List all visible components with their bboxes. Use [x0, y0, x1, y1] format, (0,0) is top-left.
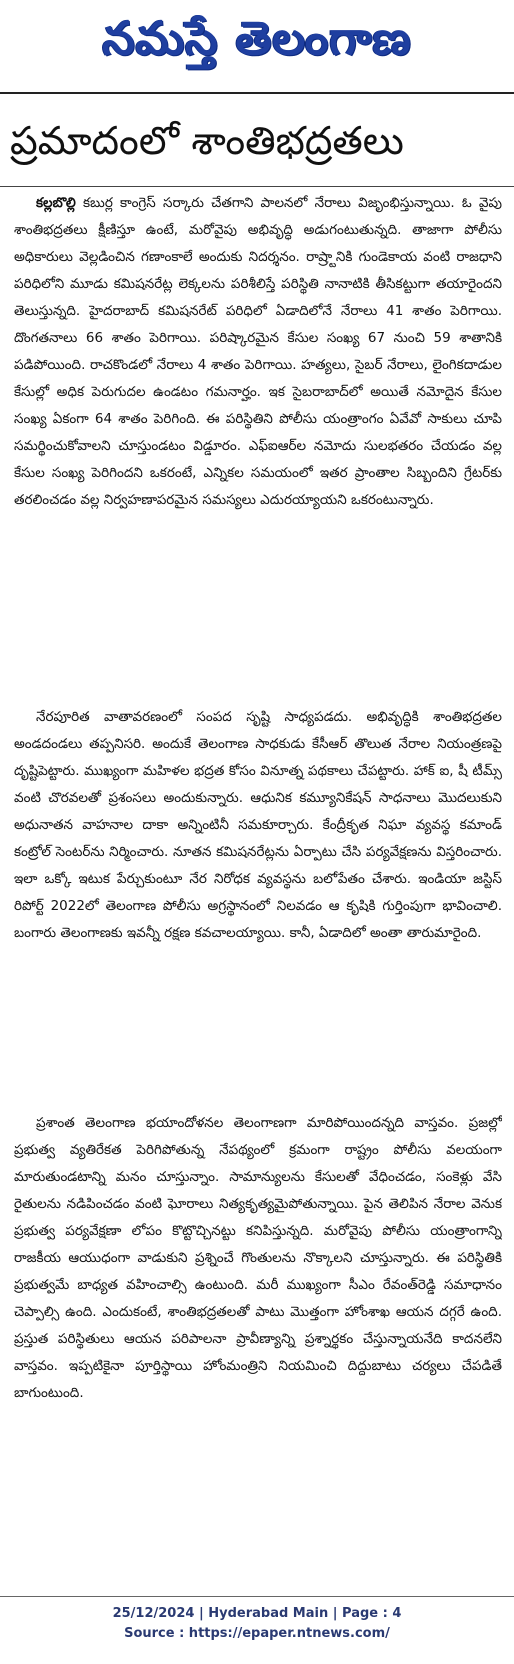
newspaper-masthead	[50, 4, 464, 84]
editorial-headline: ప్రమాదంలో శాంతిభద్రతలు	[10, 119, 404, 164]
masthead-divider	[0, 92, 514, 94]
paragraph-1-text: కబుర్ల కాంగ్రెస్ సర్కారు చేతగాని పాలనలో నేరాలు విజృంభిస్తున్నాయి. ఓ వైపు శాంతిభద్రతలు క్షీణిస్తూ ఉంటే, మరోవైపు అభివృద్ధి అడుగంటుతున్నది. తాజాగా పోలీసు అధికారులు వెల్లడించిన గణాంకాలే అందుకు నిదర్శనం. రాష్ర్టానికి గుండెకాయ వంటి రాజధాని పరిధిలోని మూడు కమిషనరేట్ల లెక్కలను పరిశీలిస్తే పరిస్థితి నానాటికి తీసికట్టుగా తయారైందని తెలుస్తున్నది. హైదరాబాద్ కమిషనరేట్ పరిధిలో ఏడాదిలోనే నేరాలు 41 శాతం పెరిగాయి. దొంగతనాలు 66 శాతం పెరిగాయి. పరిష్కారమైన కేసుల సంఖ్య 67 నుంచి 59 శాతానికి పడిపోయింది. రాచకొండలో నేరాలు 4 శాతం పెరిగాయి. హత్యలు, సైబర్ నేరాలు, లైంగికదాడుల కేసుల్లో అధిక పెరుగుదల ఉండటం గమనార్హం. ఇక సైబరాబాద్‌లో అయితే నమోదైన కేసుల సంఖ్య ఏకంగా 64 శాతం పెరిగింది. ఈ పరిస్థితిని పోలీసు యంత్రాంగం ఏవేవో సాకులు చూపి సమర్థించుకోవాలని చూస్తుండటం విడ్డూరం. ఎఫ్ఐఆర్‌ల నమోదు సులభతరం చేయడం వల్ల కేసుల సంఖ్య పెరిగిందని ఒకరంటే, ఎన్నికల సమయంలో ఇతర ప్రాంతాల సిబ్బందిని గ్రేటర్‌కు తరలించడం వల్ల నిర్వహణాపరమైన సమస్యలు ఎదురయ్యాయని ఒకరంటున్నారు.	[14, 195, 502, 508]
paragraph-2: నేరపూరిత వాతావరణంలో సంపద సృష్టి సాధ్యపడదు. అభివృద్ధికి శాంతిభద్రతల అండదండలు తప్పనిసరి. అందుకే తెలంగాణ సాధకుడు కేసీఆర్ తొలుత నేరాల నియంత్రణపై దృష్టిపెట్టారు. ముఖ్యంగా మహిళల భద్రత కోసం వినూత్న పథకాలు చేపట్టారు. హాక్ ఐ, షీ టీమ్స్ వంటి చొరవలతో ప్రశంసలు అందుకున్నారు. ఆధునిక కమ్యూనికేషన్ సాధనాలు మొదలుకుని అధునాతన వాహనాల దాకా అన్నింటినీ సమకూర్చారు. కేంద్రీకృత నిఘా వ్యవస్థ కమాండ్ కంట్రోల్ సెంటర్‌ను నిర్మించారు. నూతన కమిషనరేట్లను ఏర్పాటు చేసి పర్యవేక్షణను విస్తరించారు. ఇలా ఒక్కో ఇటుక పేర్చుకుంటూ నేర నిరోధక వ్యవస్థను బలోపేతం చేశారు. ఇండియా జస్టిస్ రిపోర్ట్ 2022లో తెలంగాణ పోలీసు అగ్రస్థానంలో నిలవడం ఆ కృషికి గుర్తింపుగా భావించాలి. బంగారు తెలంగాణకు ఇవన్నీ రక్షణ కవచాలయ్యాయి. కానీ, ఏడాదిలో అంతా తారుమారైంది.	[14, 709, 502, 941]
source-footer	[0, 1604, 514, 1644]
masthead-title: నమస్తే తెలంగాణ	[102, 11, 412, 65]
editorial-body	[14, 190, 502, 1488]
paragraph-1	[14, 190, 502, 676]
paragraph-3: ప్రశాంత తెలంగాణ భయాందోళనల తెలంగాణగా మారిపోయిందన్నది వాస్తవం. ప్రజల్లో ప్రభుత్వ వ్యతిరేకత పెరిగిపోతున్న నేపథ్యంలో క్రమంగా రాష్ట్రం పోలీసు వలయంగా మారుతుండటాన్ని మనం చూస్తున్నాం. సామాన్యులను కేసులతో వేధించడం, సంకెళ్లు వేసి రైతులను నడిపించడం వంటి ఘోరాలు నిత్యకృత్యమైపోతున్నాయి. పైన తెలిపిన నేరాల వెనుక ప్రభుత్వ పర్యవేక్షణా లోపం కొట్టొచ్చినట్టు కనిపిస్తున్నది. మరోవైపు పోలీసు యంత్రాంగాన్ని రాజకీయ ఆయుధంగా వాడుకుని ప్రశ్నించే గొంతులను నొక్కాలని చూస్తున్నారు. ఈ పరిస్థితికి ప్రభుత్వమే బాధ్యత వహించాల్సి ఉంటుంది. మరీ ముఖ్యంగా సీఎం రేవంత్‌రెడ్డి సమాధానం చెప్పాల్సి ఉంది. ఎందుకంటే, శాంతిభద్రతలతో పాటు మొత్తంగా హోంశాఖ ఆయన దగ్గరే ఉంది. ప్రస్తుత పరిస్థితులు ఆయన పరిపాలనా ప్రావీణ్యాన్ని ప్రశ్నార్థకం చేస్తున్నాయనేది కాదనలేని వాస్తవం. ఇప్పటికైనా పూర్తిస్థాయి హోంమంత్రిని నియమించి దిద్దుబాటు చర్యలు చేపడితే బాగుంటుంది.	[14, 1115, 502, 1401]
dateline: కల్లబొల్లి	[36, 195, 76, 211]
footer-divider	[0, 1596, 514, 1597]
footer-edition-info: 25/12/2024 | Hyderabad Main | Page : 4	[112, 1606, 402, 1621]
footer-source-link[interactable]: Source : https://epaper.ntnews.com/	[124, 1626, 390, 1641]
headline-divider	[0, 186, 514, 187]
